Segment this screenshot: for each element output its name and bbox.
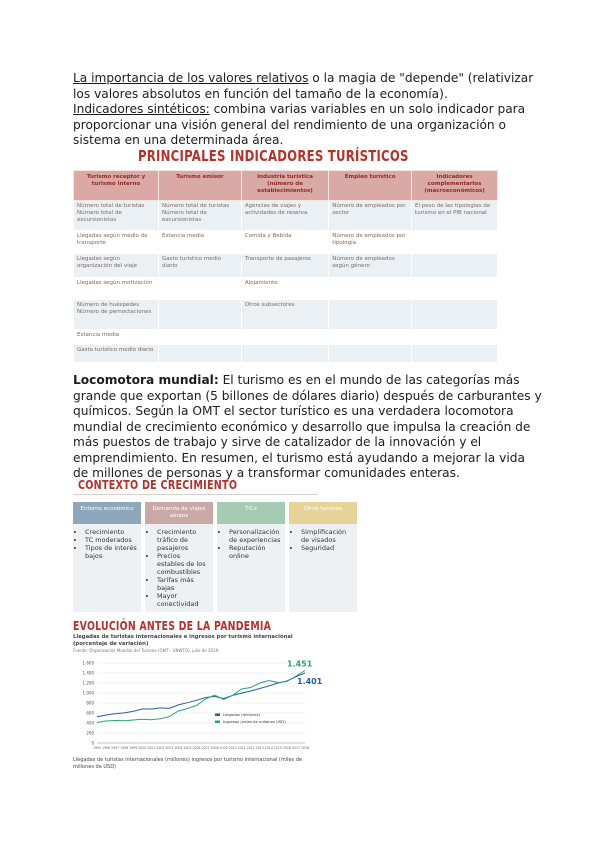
context-column xyxy=(217,502,285,612)
table-header: Turismo emisor xyxy=(158,171,241,201)
y-tick-label: 0 xyxy=(91,740,94,746)
x-tick-label: 2009 xyxy=(219,746,228,750)
table-cell: Número total de turistas Número total de excursionistas xyxy=(158,201,241,231)
context-column-head: Entorno económico xyxy=(73,502,141,524)
table-row xyxy=(74,278,498,300)
intro-line-2: Indicadores sintéticos: combina varias variables en un solo indicador para proporcionar una visión general del rendimiento de una organización o sistema en una determinada área. xyxy=(73,102,526,147)
y-tick-label: 600 xyxy=(86,710,94,716)
table-cell xyxy=(412,345,498,363)
x-tick-label: 2008 xyxy=(210,746,219,750)
table-cell xyxy=(241,345,328,363)
table-cell xyxy=(329,345,412,363)
table-header: Indicadores complementarios (macroeconómicos) xyxy=(412,171,498,201)
x-tick-label: 2002 xyxy=(156,746,165,750)
table-cell xyxy=(329,278,412,300)
chart-caption: Llegadas de turistas internacionales (millones) ingresos por turismo internacional (miles de millones de USD) xyxy=(73,757,302,770)
x-tick-label: 2017 xyxy=(291,746,301,750)
x-tick-label: 2000 xyxy=(138,746,147,750)
table-cell: Estancia media xyxy=(74,330,159,345)
table-header: Empleo turístico xyxy=(329,171,412,201)
pandemic-title: EVOLUCIÓN ANTES DE LA PANDEMIA xyxy=(73,619,272,633)
table-cell: Llegadas según organización del viaje xyxy=(74,254,159,278)
context-column xyxy=(145,502,213,612)
context-column-head: TICs xyxy=(217,502,285,524)
y-tick-label: 1.000 xyxy=(82,690,94,696)
intro-line-1: La importancia de los valores relativos o la magia de "depende" (relativizar los valores absolutos en función del tamaño de la economía). xyxy=(73,71,534,101)
legend-label: Llegadas (millones) xyxy=(223,712,261,717)
table-cell: Transporte de pasajeros xyxy=(241,254,328,278)
x-tick-label: 2003 xyxy=(165,746,174,750)
table-cell: Comida y Bebida xyxy=(241,231,328,254)
locomotora-label: Locomotora mundial: xyxy=(73,373,219,387)
data-label: 1.401 xyxy=(297,676,323,686)
table-row xyxy=(74,345,498,363)
context-list xyxy=(289,524,357,552)
table-cell xyxy=(412,231,498,254)
x-tick-label: 2010 xyxy=(228,746,237,750)
table-cell: Gasto turístico medio diario xyxy=(74,345,159,363)
locomotora-paragraph: Locomotora mundial: El turismo es en el mundo de las categorías más grande que exportan (5 billones de dólares diario) después de carburantes y químicos. Según la OMT el sector turístico es una verdadera locomotora mundial de crecimiento económico y desarrollo que impulsa la creación de más puestos de trabajo y sirve de catalizador de la innovación y el emprendimiento. En resumen, el turismo está ayudando a mejorar la vida de millones de personas y a transformar comunidades enteras. xyxy=(73,373,542,480)
context-column-head: Demanda de viajes aéreos xyxy=(145,502,213,524)
context-column xyxy=(73,502,141,612)
table-cell: Número de huéspedes Número de pernoctaciones xyxy=(74,300,159,330)
table-cell: Gasto turístico medio diario xyxy=(158,254,241,278)
synthetic-indicators-link[interactable]: Indicadores sintéticos: xyxy=(73,102,210,116)
context-list-item: • Personalización de experiencias xyxy=(229,528,281,544)
table-cell: Otros subsectores xyxy=(241,300,328,330)
table-cell: Número de empleados por sector xyxy=(329,201,412,231)
x-tick-label: 2004 xyxy=(174,746,183,750)
table-cell: Número de empleados según género xyxy=(329,254,412,278)
table-cell: Número total de turistas Número total de excursionistas xyxy=(74,201,159,231)
context-list-item: • Mayor conectividad xyxy=(157,592,209,608)
table-row xyxy=(74,330,498,345)
x-tick-label: 2014 xyxy=(264,746,273,750)
table-row xyxy=(74,231,498,254)
context-list xyxy=(217,524,285,560)
context-list-item: • Simplificación de visados xyxy=(301,528,353,544)
context-list-item: • Crecimiento xyxy=(85,528,137,536)
context-column xyxy=(289,502,357,612)
data-label: 1.451 xyxy=(287,659,313,669)
table-cell: Agencias de viajes y actividades de reserva xyxy=(241,201,328,231)
table-cell xyxy=(158,330,241,345)
context-title-underline xyxy=(73,494,318,495)
x-tick-label: 1997 xyxy=(111,746,120,750)
table-row xyxy=(74,300,498,330)
table-cell xyxy=(412,278,498,300)
legend-swatch xyxy=(215,721,220,724)
x-tick-label: 1999 xyxy=(129,746,138,750)
x-tick-label: 2016 xyxy=(282,746,291,750)
table-cell xyxy=(329,330,412,345)
x-tick-label: 2001 xyxy=(147,746,156,750)
context-list-item: • TC moderados xyxy=(85,536,137,544)
legend-swatch xyxy=(215,714,220,717)
y-tick-label: 1.600 xyxy=(82,660,94,666)
table-cell xyxy=(158,345,241,363)
indicators-title: PRINCIPALES INDICADORES TURÍSTICOS xyxy=(138,147,409,165)
table-row xyxy=(74,254,498,278)
table-cell: Alojamiento xyxy=(241,278,328,300)
x-tick-label: 1996 xyxy=(101,746,111,750)
table-header: Industria turística (número de establecimientos) xyxy=(241,171,328,201)
x-tick-label: 2013 xyxy=(255,746,264,750)
context-column-head: Otros factores xyxy=(289,502,357,524)
relative-values-link[interactable]: La importancia de los valores relativos xyxy=(73,71,309,85)
table-cell xyxy=(158,278,241,300)
intro-paragraph xyxy=(73,71,543,149)
context-list-item: • Crecimiento tráfico de pasajeros xyxy=(157,528,209,552)
table-cell xyxy=(241,330,328,345)
x-tick-label: 2005 xyxy=(183,746,192,750)
table-cell: Número de empleados por tipología xyxy=(329,231,412,254)
context-list xyxy=(145,524,213,608)
table-cell xyxy=(412,254,498,278)
chart-subtitle: Llegadas de turistas internacionales e ingresos por turismo internacional (porcentaje de variación) xyxy=(73,634,293,647)
series-line xyxy=(97,673,305,717)
context-list xyxy=(73,524,141,560)
table-cell xyxy=(412,300,498,330)
table-cell: Estancia media xyxy=(158,231,241,254)
table-cell xyxy=(329,300,412,330)
y-tick-label: 400 xyxy=(86,720,94,726)
legend-label: Ingresos (miles de millones USD) xyxy=(223,719,286,724)
x-tick-label: 1995 xyxy=(92,746,102,750)
indicators-table xyxy=(73,170,498,363)
table-cell xyxy=(412,330,498,345)
y-tick-label: 200 xyxy=(86,730,94,736)
table-header: Turismo receptor y turismo interno xyxy=(74,171,159,201)
chart-source: Fuente: Organización Mundial del Turismo (OMT - UNWTO), julio de 2019. xyxy=(73,648,220,653)
table-cell: El peso de las tipologías de turismo en el PIB nacional xyxy=(412,201,498,231)
y-tick-label: 1.200 xyxy=(82,680,94,686)
context-list-item: • Tipos de interés bajos xyxy=(85,544,137,560)
y-tick-label: 800 xyxy=(86,700,94,706)
x-tick-label: 2012 xyxy=(246,746,255,750)
context-list-item: • Tarifas más bajas xyxy=(157,576,209,592)
context-list-item: • Reputación online xyxy=(229,544,281,560)
x-tick-label: 2018 xyxy=(300,746,310,750)
x-tick-label: 2007 xyxy=(201,746,210,750)
table-row xyxy=(74,201,498,231)
x-tick-label: 2011 xyxy=(237,746,246,750)
context-list-item: • Precios estables de los combustibles xyxy=(157,552,209,576)
context-title: CONTEXTO DE CRECIMIENTO xyxy=(78,478,238,492)
table-cell: Llegadas según medio de transporte xyxy=(74,231,159,254)
table-cell xyxy=(158,300,241,330)
context-list-item: • Seguridad xyxy=(301,544,353,552)
x-tick-label: 2015 xyxy=(273,746,282,750)
x-tick-label: 2006 xyxy=(192,746,201,750)
series-line xyxy=(97,671,305,723)
table-cell: Llegadas según motivación xyxy=(74,278,159,300)
y-tick-label: 1.400 xyxy=(82,670,94,676)
x-tick-label: 1998 xyxy=(120,746,129,750)
pandemic-line-chart xyxy=(73,655,333,755)
